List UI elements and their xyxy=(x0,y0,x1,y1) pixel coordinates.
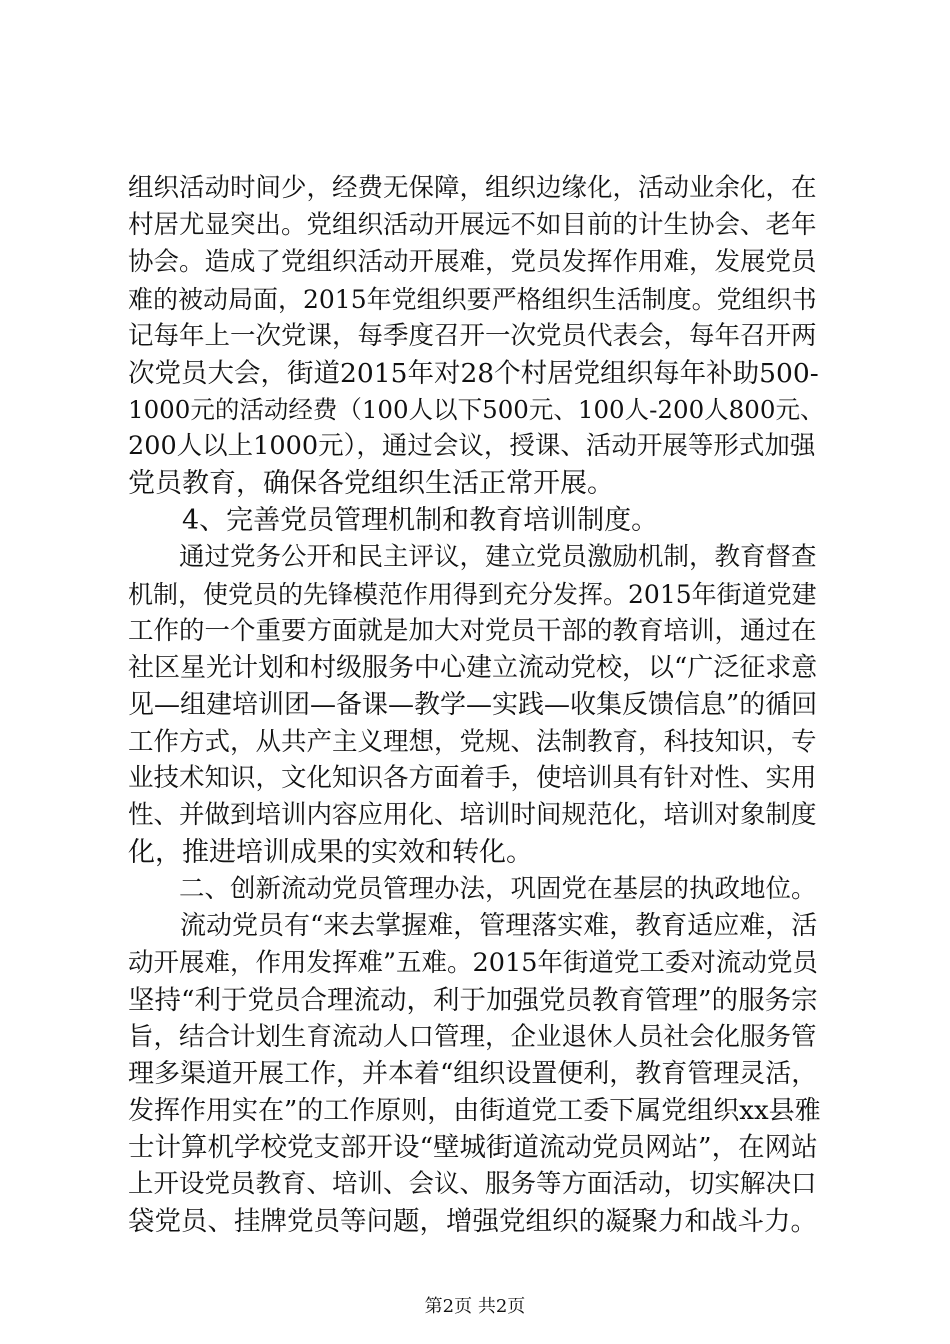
text-line: 性、并做到培训内容应用化、培训时间规范化，培训对象制度 xyxy=(128,800,817,830)
text-line: 士计算机学校党支部开设“壁城街道流动党员网站”，在网站 xyxy=(128,1132,818,1163)
text-line: 难的被动局面，2015年党组织要严格组织生活制度。党组织书 xyxy=(128,285,817,314)
text-line: 工作的一个重要方面就是加大对党员干部的教育培训，通过在 xyxy=(128,616,817,646)
text-line: 4、完善党员管理机制和教育培训制度。 xyxy=(128,505,659,536)
text-line: 发挥作用实在”的工作原则，由街道党工委下属党组织xx县雅 xyxy=(128,1096,821,1126)
text-line: 化，推进培训成果的实效和转化。 xyxy=(128,837,533,868)
page-footer: 第2页 共2页 xyxy=(424,1296,526,1317)
text-line: 工作方式，从共产主义理想，党规、法制教育，科技知识，专 xyxy=(128,727,817,757)
text-line: 理多渠道开展工作，并本着“组织设置便利，教育管理灵活， xyxy=(128,1059,818,1089)
text-line: 党员教育，确保各党组织生活正常开展。 xyxy=(128,468,614,499)
text-line: 袋党员、挂牌党员等问题，增强党组织的凝聚力和战斗力。 xyxy=(128,1206,817,1237)
text-line: 协会。造成了党组织活动开展难，党员发挥作用难，发展党员 xyxy=(128,247,817,277)
text-line: 流动党员有“来去掌握难，管理落实难，教育适应难，活 xyxy=(128,911,818,941)
text-line: 村居尤显突出。党组织活动开展远不如目前的计生协会、老年 xyxy=(128,210,817,240)
text-line: 次党员大会，街道2015年对28个村居党组织每年补助500- xyxy=(128,358,819,389)
text-line: 见—组建培训团—备课—教学—实践—收集反馈信息”的循回 xyxy=(128,690,818,720)
text-line: 1000元的活动经费（100人以下500元、100人-200人800元、 xyxy=(128,395,825,424)
text-line: 坚持“利于党员合理流动，利于加强党员教育管理”的服务宗 xyxy=(128,985,818,1016)
text-line: 机制，使党员的先锋模范作用得到充分发挥。2015年街道党建 xyxy=(128,580,817,609)
text-line: 动开展难，作用发挥难”五难。2015年街道党工委对流动党员 xyxy=(128,948,818,978)
text-line: 组织活动时间少，经费无保障，组织边缘化，活动业余化，在 xyxy=(128,173,817,203)
text-line: 社区星光计划和村级服务中心建立流动党校，以“广泛征求意 xyxy=(128,653,818,683)
text-line: 旨，结合计划生育流动人口管理，企业退休人员社会化服务管 xyxy=(128,1022,817,1052)
text-line: 二、创新流动党员管理办法，巩固党在基层的执政地位。 xyxy=(128,874,817,904)
text-line: 记每年上一次党课，每季度召开一次党员代表会，每年召开两 xyxy=(128,321,817,351)
text-line: 业技术知识，文化知识各方面着手，使培训具有针对性、实用 xyxy=(128,763,817,793)
text-line: 200人以上1000元），通过会议，授课、活动开展等形式加强 xyxy=(128,431,816,461)
text-line: 通过党务公开和民主评议，建立党员激励机制，教育督查 xyxy=(128,542,817,572)
text-line: 上开设党员教育、培训、会议、服务等方面活动，切实解决口 xyxy=(128,1169,817,1199)
